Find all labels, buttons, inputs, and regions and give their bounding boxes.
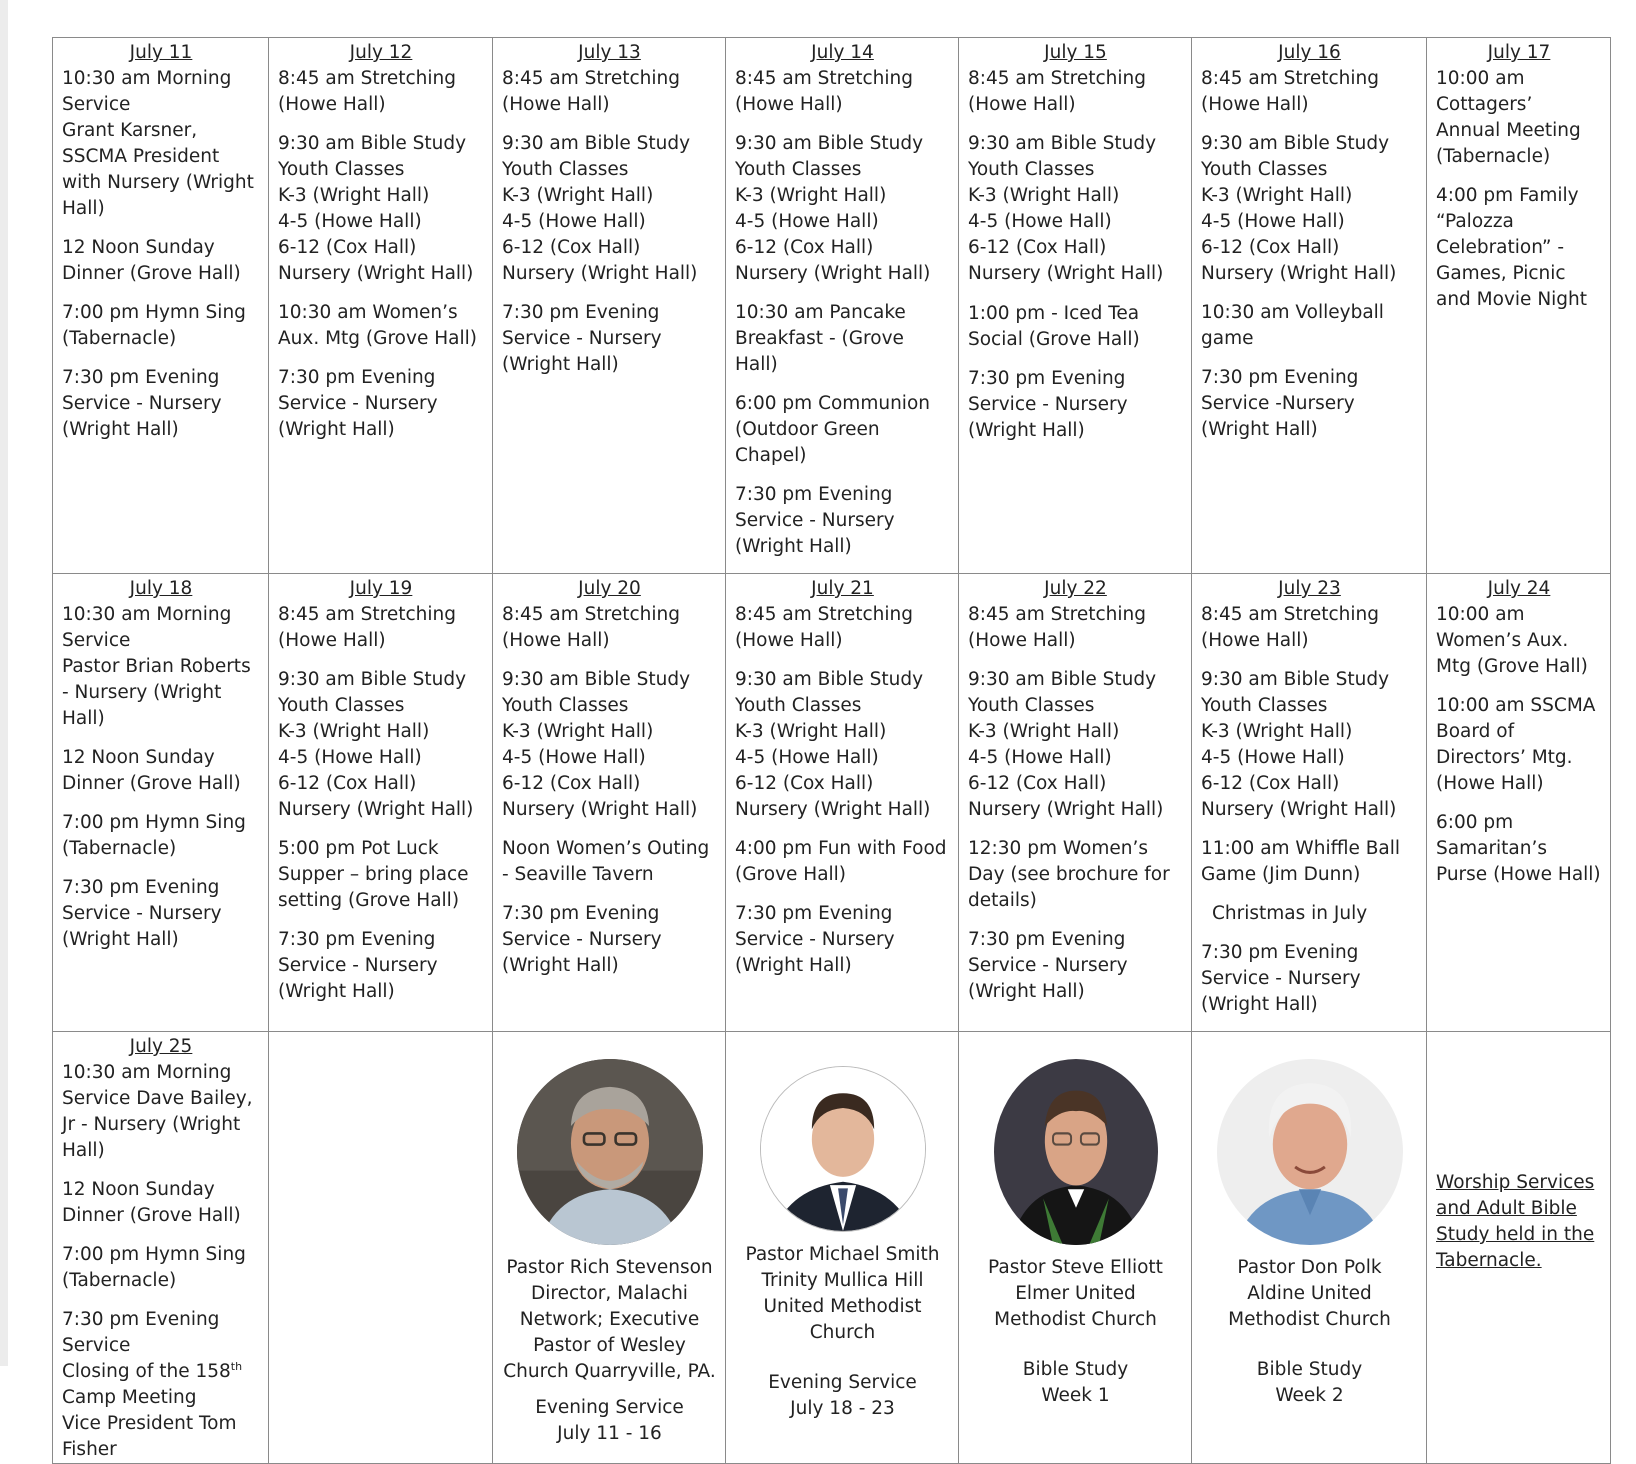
day-cell: [53, 574, 269, 1032]
event-item: 8:45 am Stretching (Howe Hall): [502, 68, 680, 115]
pastor-rich-stevenson-photo: [517, 1059, 703, 1245]
event-item: 9:30 am Bible Study Youth Classes K-3 (Wright Hall) 4-5 (Howe Hall) 6-12 (Cox Hall) Nursery (Wright Hall): [735, 669, 931, 820]
calendar-week-row: [53, 1032, 1611, 1464]
day-date: July 19: [349, 578, 413, 599]
pastor-role: Evening Service July 18 - 23: [768, 1372, 917, 1419]
event-item: 9:30 am Bible Study Youth Classes K-3 (Wright Hall) 4-5 (Howe Hall) 6-12 (Cox Hall) Nursery (Wright Hall): [278, 133, 474, 284]
event-item: 10:30 am Pancake Breakfast - (Grove Hall): [735, 302, 906, 375]
day-cell: [53, 1032, 269, 1464]
event-item: 8:45 am Stretching (Howe Hall): [278, 604, 456, 651]
event-item: 9:30 am Bible Study Youth Classes K-3 (Wright Hall) 4-5 (Howe Hall) 6-12 (Cox Hall) Nursery (Wright Hall): [1201, 133, 1397, 284]
event-item: 7:00 pm Hymn Sing (Tabernacle): [62, 1244, 246, 1291]
event-item: 4:00 pm Fun with Food (Grove Hall): [735, 838, 947, 885]
day-date: July 22: [1044, 578, 1107, 599]
pastor-don-polk-photo: [1217, 1059, 1403, 1245]
event-item: 10:00 am SSCMA Board of Directors’ Mtg. (Howe Hall): [1436, 695, 1596, 794]
event-item: 7:30 pm Evening Service - Nursery (Wright Hall): [278, 367, 438, 440]
day-cell: [1427, 38, 1611, 574]
pastor-role: Bible Study Week 2: [1256, 1359, 1363, 1406]
day-date: July 18: [129, 578, 193, 599]
event-item: 1:00 pm - Iced Tea Social (Grove Hall): [968, 303, 1140, 350]
day-date: July 12: [349, 42, 413, 63]
day-cell: [53, 38, 269, 574]
day-cell: [1192, 574, 1427, 1032]
day-cell: [726, 574, 959, 1032]
event-item: 10:30 am Morning Service Grant Karsner, SSCMA President with Nursery (Wright Hall): [62, 68, 254, 219]
event-item: 7:00 pm Hymn Sing (Tabernacle): [62, 302, 246, 349]
event-item: 12 Noon Sunday Dinner (Grove Hall): [62, 237, 241, 284]
day-cell: [959, 574, 1192, 1032]
event-text: 7:30 pm Evening Service Closing of the 158: [62, 1309, 231, 1382]
event-item: 9:30 am Bible Study Youth Classes K-3 (Wright Hall) 4-5 (Howe Hall) 6-12 (Cox Hall) Nursery (Wright Hall): [502, 133, 698, 284]
event-item: 9:30 am Bible Study Youth Classes K-3 (Wright Hall) 4-5 (Howe Hall) 6-12 (Cox Hall) Nursery (Wright Hall): [1201, 669, 1397, 820]
event-item: 10:30 am Volleyball game: [1201, 302, 1384, 349]
event-item: 7:30 pm Evening Service - Nursery (Wright Hall): [735, 903, 895, 976]
pastor-steve-elliott-photo: [994, 1059, 1158, 1245]
day-cell: [726, 38, 959, 574]
event-item: 7:30 pm Evening Service - Nursery (Wright Hall): [62, 877, 222, 950]
pastor-michael-smith-photo: [760, 1066, 926, 1232]
event-item: Noon Women’s Outing - Seaville Tavern: [502, 838, 710, 885]
day-cell: [269, 38, 493, 574]
event-item: 12 Noon Sunday Dinner (Grove Hall): [62, 747, 241, 794]
event-item: 7:00 pm Hymn Sing (Tabernacle): [62, 812, 246, 859]
event-item: 8:45 am Stretching (Howe Hall): [1201, 68, 1379, 115]
event-item: Christmas in July: [1212, 903, 1368, 924]
event-item: 6:00 pm Samaritan’s Purse (Howe Hall): [1436, 812, 1601, 885]
day-date: July 13: [578, 42, 641, 63]
pastor-cell: [493, 1032, 726, 1464]
pastor-cell: [726, 1032, 959, 1464]
event-item: 9:30 am Bible Study Youth Classes K-3 (Wright Hall) 4-5 (Howe Hall) 6-12 (Cox Hall) Nursery (Wright Hall): [502, 669, 698, 820]
event-item: 8:45 am Stretching (Howe Hall): [278, 68, 456, 115]
day-date: July 15: [1044, 42, 1107, 63]
day-date: July 24: [1487, 578, 1551, 599]
event-item: 4:00 pm Family “Palozza Celebration” - Games, Picnic and Movie Night: [1436, 185, 1588, 310]
empty-cell: [269, 1032, 493, 1464]
event-item: 8:45 am Stretching (Howe Hall): [502, 604, 680, 651]
day-date: July 16: [1278, 42, 1341, 63]
event-item: 8:45 am Stretching (Howe Hall): [735, 604, 913, 651]
event-item: 8:45 am Stretching (Howe Hall): [968, 604, 1146, 651]
pastor-caption: Pastor Rich Stevenson Director, Malachi Network; Executive Pastor of Wesley Church Quarryville, PA.: [503, 1257, 716, 1382]
event-item: 7:30 pm Evening Service - Nursery (Wright Hall): [968, 368, 1128, 441]
day-cell: [1192, 38, 1427, 574]
day-cell: [493, 574, 726, 1032]
event-item: 7:30 pm Evening Service - Nursery (Wright Hall): [502, 302, 662, 375]
event-item: 11:00 am Whiffle Ball Game (Jim Dunn): [1201, 838, 1401, 885]
event-text: Camp Meeting Vice President Tom Fisher: [62, 1387, 237, 1460]
day-date: July 17: [1487, 42, 1551, 63]
event-item: 8:45 am Stretching (Howe Hall): [968, 68, 1146, 115]
pastor-role: Evening Service July 11 - 16: [535, 1397, 684, 1444]
day-cell: [959, 38, 1192, 574]
day-date: July 14: [811, 42, 874, 63]
calendar-week-row: [53, 38, 1611, 574]
event-item: 7:30 pm Evening Service -Nursery (Wright Hall): [1201, 367, 1359, 440]
event-item: 10:00 am Cottagers’ Annual Meeting (Tabernacle): [1436, 68, 1581, 167]
event-item: 8:45 am Stretching (Howe Hall): [1201, 604, 1379, 651]
page-left-margin: [0, 0, 8, 1366]
event-item: 7:30 pm Evening Service - Nursery (Wright Hall): [502, 903, 662, 976]
event-item: 7:30 pm Evening Service - Nursery (Wright Hall): [278, 929, 438, 1002]
event-item: 7:30 pm Evening Service - Nursery (Wright Hall): [62, 367, 222, 440]
pastor-role: Bible Study Week 1: [1022, 1359, 1129, 1406]
day-date: July 25: [129, 1036, 193, 1057]
event-item: 10:00 am Women’s Aux. Mtg (Grove Hall): [1436, 604, 1588, 677]
day-cell: [493, 38, 726, 574]
pastor-cell: [1192, 1032, 1427, 1464]
event-item: 10:30 am Morning Service Pastor Brian Roberts - Nursery (Wright Hall): [62, 604, 251, 729]
event-item: 10:30 am Morning Service Dave Bailey, Jr - Nursery (Wright Hall): [62, 1062, 253, 1161]
pastor-caption: Pastor Michael Smith Trinity Mullica Hill United Methodist Church: [745, 1244, 940, 1343]
pastor-caption: Pastor Steve Elliott Elmer United Methodist Church: [988, 1257, 1163, 1330]
event-item: 7:30 pm Evening Service - Nursery (Wright Hall): [735, 484, 895, 557]
event-item: 12:30 pm Women’s Day (see brochure for details): [968, 838, 1170, 911]
calendar-table: [52, 37, 1611, 1464]
calendar-week-row: [53, 574, 1611, 1032]
event-item: 9:30 am Bible Study Youth Classes K-3 (Wright Hall) 4-5 (Howe Hall) 6-12 (Cox Hall) Nursery (Wright Hall): [968, 133, 1164, 284]
note-cell: [1427, 1032, 1611, 1464]
pastor-caption: Pastor Don Polk Aldine United Methodist Church: [1228, 1257, 1391, 1330]
pastor-cell: [959, 1032, 1192, 1464]
event-item: 6:00 pm Communion (Outdoor Green Chapel): [735, 393, 930, 466]
day-date: July 23: [1278, 578, 1341, 599]
day-cell: [1427, 574, 1611, 1032]
event-item: 9:30 am Bible Study Youth Classes K-3 (Wright Hall) 4-5 (Howe Hall) 6-12 (Cox Hall) Nursery (Wright Hall): [278, 669, 474, 820]
day-cell: [269, 574, 493, 1032]
event-item: 9:30 am Bible Study Youth Classes K-3 (Wright Hall) 4-5 (Howe Hall) 6-12 (Cox Hall) Nursery (Wright Hall): [968, 669, 1164, 820]
event-item: 8:45 am Stretching (Howe Hall): [735, 68, 913, 115]
ordinal-suffix: th: [230, 1359, 243, 1373]
event-item: 7:30 pm Evening Service - Nursery (Wright Hall): [968, 929, 1128, 1002]
event-item: 10:30 am Women’s Aux. Mtg (Grove Hall): [278, 302, 477, 349]
event-item: 7:30 pm Evening Service - Nursery (Wright Hall): [1201, 942, 1361, 1015]
day-date: July 11: [129, 42, 193, 63]
event-item: 9:30 am Bible Study Youth Classes K-3 (Wright Hall) 4-5 (Howe Hall) 6-12 (Cox Hall) Nursery (Wright Hall): [735, 133, 931, 284]
event-item: 12 Noon Sunday Dinner (Grove Hall): [62, 1179, 241, 1226]
day-date: July 21: [811, 578, 874, 599]
location-note: Worship Services and Adult Bible Study held in the Tabernacle.: [1436, 1172, 1595, 1271]
event-item: [62, 1307, 260, 1463]
day-date: July 20: [578, 578, 641, 599]
event-item: 5:00 pm Pot Luck Supper – bring place setting (Grove Hall): [278, 838, 469, 911]
